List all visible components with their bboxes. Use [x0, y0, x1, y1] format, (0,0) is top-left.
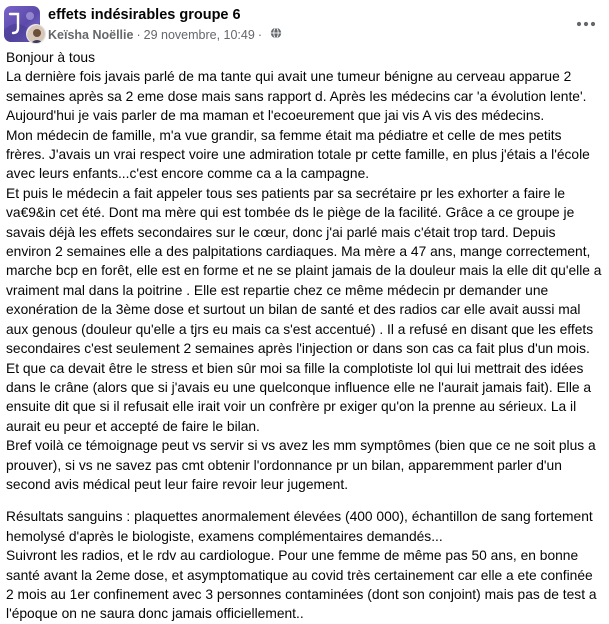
post-paragraph: Résultats sanguins : plaquettes anormalement élevées (400 000), échantillon de sang fortement hemolysé d'après le biologiste, examens complémentaires demandés...: [6, 509, 593, 544]
meta-separator-2: ·: [257, 27, 262, 42]
post-header: [0, 0, 609, 46]
post-date[interactable]: 29 novembre, 10:49: [143, 27, 255, 42]
post-paragraph: Et puis le médecin a fait appeler tous ses patients par sa secrétaire pr les exhorter a faire le va€9&in cet été. Dont ma mère qui est tombée ds le piège de la facilité. Grâce a ce groupe je savais déjà les effets secondaires sur le cœur, donc j'ai parlé mais c'était trop tard. Depuis environ 2 semaines elle a des palpitations cardiaques. Ma mère a 47 ans, mange correctement, marche bcp en forêt, elle est en forme et ne se plaint jamais de la douleur mais la elle dit qu'elle a vraiment mal dans la poitrine . Elle est repartie chez ce même médecin pr demander une exonération de la 3ème dose et surtout un bilan de santé et des radios car elle avait aussi mal aux genous (douleur qu'elle a tjrs eu mais ca s'est accentué) . Il a refusé en disant que les effets secondaires c'est seulement 2 semaines après l'injection or dans son cas ca fait plus d'un mois. Et que ca devait être le stress et bien sûr moi sa fille la complotiste lol qui lui mettrait des idées dans le crâne (alors que si j'avais eu une quelconque influence elle ne l'aurait jamais fait). Elle a ensuite dit que si il refusait elle irait voir un confrère pr exiger qu'on la prenne au sérieux. La il aurait eu peur et accepté de faire le bilan.: [6, 185, 602, 434]
post-paragraph: Aujourd'hui je vais parler de ma maman et l'ecoeurement que jai vis A vis des médecins.: [6, 108, 545, 124]
post-meta: [48, 27, 282, 42]
globe-icon: [270, 27, 282, 42]
post-paragraph: Mon médecin de famille, m'a vue grandir, sa femme était ma pédiatre et celle de mes petits frères. J'avais un vrai respect voire une admiration totale pr cette famille, en plus j'étais a l'école avec leurs enfants...c'est encore comme ca a la campagne.: [6, 127, 590, 182]
post-body: [6, 48, 604, 624]
post-paragraph: La dernière fois javais parlé de ma tante qui avait une tumeur bénigne au cerveau apparue 2 semaines après sa 2 eme dose mais sans rapport d. Après les médecins car 'a évolution lente'.: [6, 69, 587, 104]
post-paragraph: Suivront les radios, et le rdv au cardiologue. Pour une femme de même pas 50 ans, en bonne santé avant la 2eme dose, et asymptomatique au covid très certainement car elle a ete confinée 2 mois au 1er confinement avec 3 personnes contaminées (dont son conjoint) mais pas de test a l'époque on ne saura donc jamais officiellement..: [6, 548, 597, 622]
more-options-button[interactable]: [572, 13, 600, 33]
meta-separator: ·: [136, 27, 141, 42]
paragraph-spacer: [6, 494, 604, 507]
author-avatar[interactable]: [26, 24, 46, 44]
post-paragraph: Bref voilà ce témoignage peut vs servir si vs avez les mm symptômes (bien que ce ne soit plus a prouver), si vs ne savez pas cmt obtenir l'ordonnance pr un bilan, apparemment parler d'un second avis médical peut leur faire revoir leur jugement.: [6, 438, 596, 492]
post-paragraph: Bonjour à tous: [6, 50, 95, 65]
group-name[interactable]: effets indésirables groupe 6: [48, 7, 241, 23]
more-options-icon: [576, 14, 596, 32]
author-name[interactable]: Keïsha Noëllie: [48, 27, 134, 42]
